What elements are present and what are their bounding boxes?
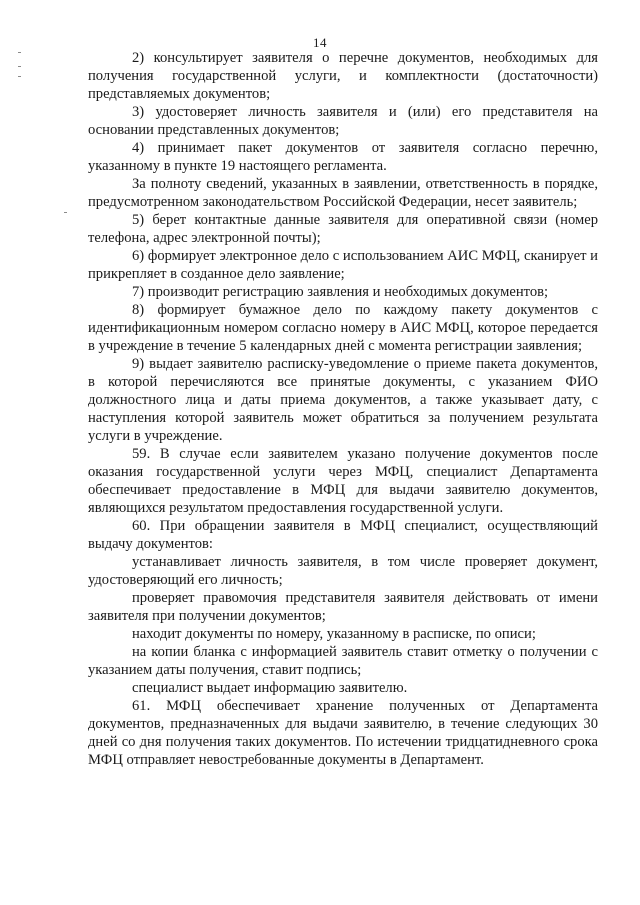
margin-mark — [18, 52, 21, 53]
paragraph: 6) формирует электронное дело с использованием АИС МФЦ, сканирует и прикрепляет в созданное дело заявление; — [88, 248, 598, 282]
paragraph: 8) формирует бумажное дело по каждому пакету документов с идентификационным номером согласно номеру в АИС МФЦ, которое передается в учреждение в течение 5 календарных дней с момента регистрации заявления; — [88, 302, 598, 354]
paragraph: 3) удостоверяет личность заявителя и (или) его представителя на основании представленных документов; — [88, 104, 598, 138]
paragraph: находит документы по номеру, указанному в расписке, по описи; — [132, 626, 536, 642]
paragraph: проверяет правомочия представителя заявителя действовать от имени заявителя при получении документов; — [88, 590, 598, 624]
paragraph: 61. МФЦ обеспечивает хранение полученных от Департамента документов, предназначенных для выдачи заявителю, в течение следующих 30 дней со дня получения таких документов. По истечении тридцатидневного срока МФЦ отправляет невостребованные документы в Департамент. — [88, 698, 598, 768]
margin-mark — [64, 212, 67, 213]
paragraph: на копии бланка с информацией заявитель ставит отметку о получении с указанием даты получения, ставит подпись; — [88, 644, 598, 678]
paragraph: устанавливает личность заявителя, в том числе проверяет документ, удостоверяющий его личность; — [88, 554, 598, 588]
paragraph: 4) принимает пакет документов от заявителя согласно перечню, указанному в пункте 19 настоящего регламента. — [88, 140, 598, 174]
margin-mark — [18, 76, 21, 77]
margin-mark — [18, 66, 21, 67]
paragraph: 7) производит регистрацию заявления и необходимых документов; — [132, 284, 549, 300]
paragraph: За полноту сведений, указанных в заявлении, ответственность в порядке, предусмотренном законодательством Российской Федерации, несет заявитель; — [88, 176, 598, 210]
paragraph: специалист выдает информацию заявителю. — [132, 680, 408, 696]
paragraph: 9) выдает заявителю расписку-уведомление о приеме пакета документов, в которой перечисляются все принятые документы, с указанием ФИО должностного лица и даты приема документов, а также указывает дату, с наступления которой заявитель может обратиться за получением результата услуги в учреждение. — [88, 356, 598, 444]
paragraph: 60. При обращении заявителя в МФЦ специалист, осуществляющий выдачу документов: — [88, 518, 598, 552]
document-body — [88, 49, 598, 769]
paragraph: 2) консультирует заявителя о перечне документов, необходимых для получения государственной услуги, и комплектности (достаточности) представляемых документов; — [88, 50, 598, 102]
page-number: 14 — [313, 35, 327, 50]
paragraph: 5) берет контактные данные заявителя для оперативной связи (номер телефона, адрес электронной почты); — [88, 212, 598, 246]
paragraph: 59. В случае если заявителем указано получение документов после оказания государственной услуги через МФЦ, специалист Департамента обеспечивает предоставление в МФЦ для выдачи заявителю документов, являющихся результатом предоставления государственной услуги. — [88, 446, 598, 516]
